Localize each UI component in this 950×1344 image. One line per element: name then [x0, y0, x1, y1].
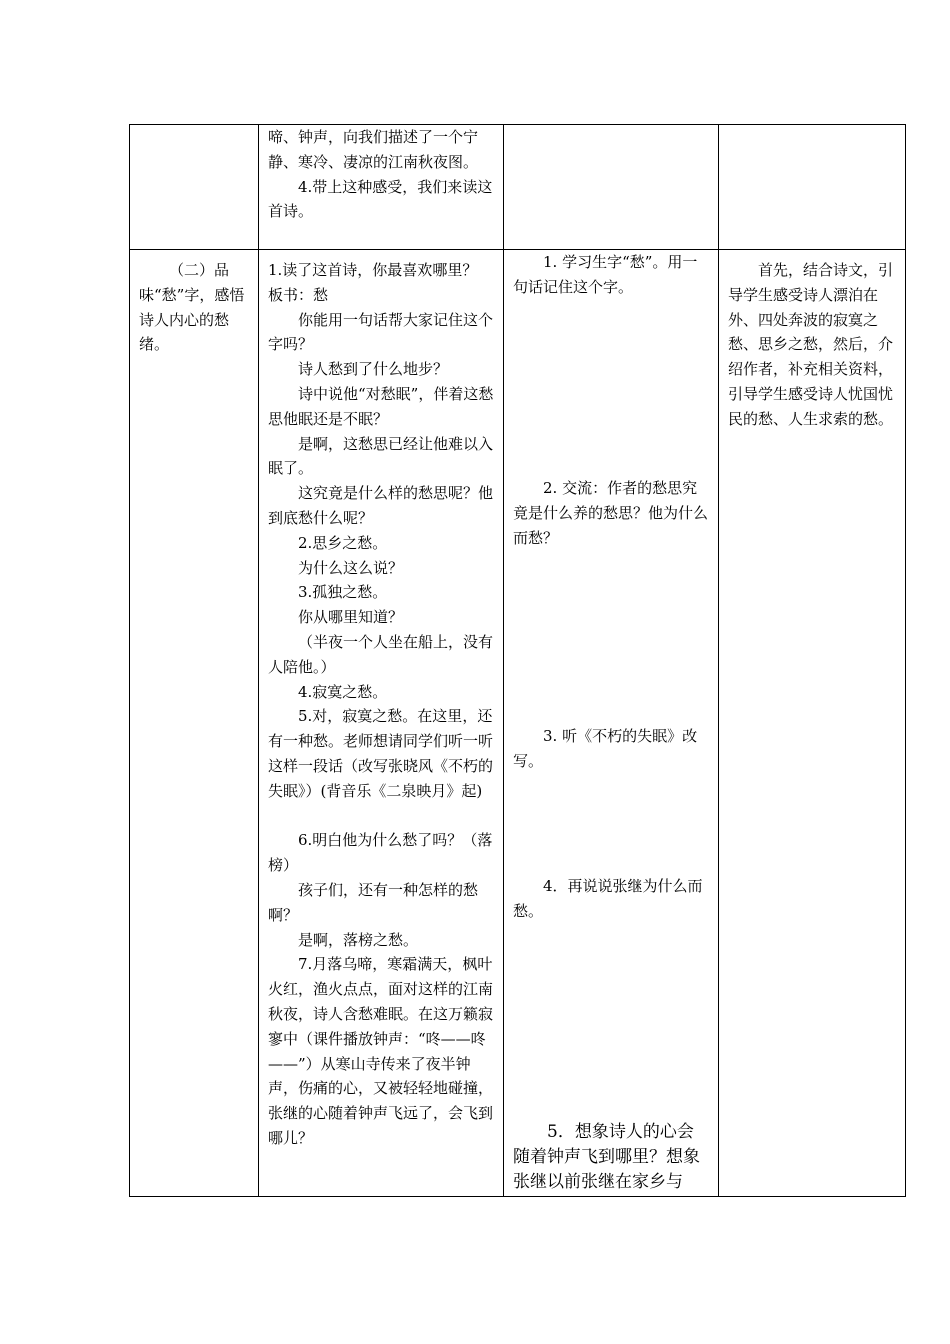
teacher-text: 你能用一句话帮大家记住这个字吗？	[268, 310, 494, 354]
stage-cell	[130, 250, 259, 1197]
student-text: 4．再说说张继为什么而愁。	[513, 877, 703, 920]
table-row	[130, 125, 906, 250]
teacher-text: 4.寂寞之愁。	[298, 682, 388, 701]
student-text: 1. 学习生字“愁”。用一句话记住这个字。	[513, 253, 698, 296]
teacher-text: 为什么这么说？	[298, 558, 404, 577]
student-activity-cell	[504, 250, 719, 1197]
teacher-text: 6.明白他为什么愁了吗？（落榜）	[268, 831, 493, 875]
teacher-text: 孩子们，还有一种怎样的愁啊？	[268, 880, 479, 924]
teacher-text: 诗人愁到了什么地步？	[298, 360, 449, 379]
student-text: 2. 交流：作者的愁思究竟是什么养的愁思？他为什么而愁？	[513, 479, 709, 547]
teacher-text: 你从哪里知道？	[298, 608, 404, 627]
teacher-text: 3.孤独之愁。	[298, 583, 388, 602]
teacher-text: 啼、钟声，向我们描述了一个宁静、寒冷、凄凉的江南秋夜图。	[268, 128, 479, 171]
teacher-activity-cell	[259, 250, 504, 1197]
teacher-text: 7.月落乌啼，寒霜满天，枫叶火红，渔火点点，面对这样的江南秋夜，诗人含愁难眠。在这万籁寂寥中（课件播放钟声：“咚——咚——”）从寒山寺传来了夜半钟声，伤痛的心，又被轻轻地碰撞，张继的心随着钟声飞远了，会飞到哪儿？	[268, 955, 494, 1147]
teacher-text: （半夜一个人坐在船上，没有人陪他。）	[268, 632, 494, 676]
student-activity-cell	[504, 125, 719, 250]
table-row	[130, 250, 906, 1197]
teacher-text: 2.思乡之愁。	[298, 533, 388, 552]
design-intent-cell	[719, 125, 906, 250]
teacher-text: 诗中说他“对愁眠”，伴着这愁思他眠还是不眠？	[268, 384, 494, 428]
teacher-text: 是啊，这愁思已经让他难以入眠了。	[268, 434, 494, 478]
lesson-plan-table	[129, 124, 906, 1197]
teacher-activity-cell	[259, 125, 504, 250]
teacher-text: 5.对，寂寞之愁。在这里，还有一种愁。老师想请同学们听一听这样一段话（改写张晓风《不朽的失眠》）(背音乐《二泉映月》起)	[268, 707, 494, 800]
teacher-text: 4.带上这种感受，我们来读这首诗。	[268, 177, 493, 221]
spacer	[268, 804, 495, 829]
teacher-text: 是啊，落榜之愁。	[298, 930, 419, 949]
teacher-text: 这究竟是什么样的愁思呢？他到底愁什么呢？	[268, 484, 494, 527]
design-intent-text: 首先，结合诗文，引导学生感受诗人漂泊在外、四处奔波的寂寞之愁、思乡之愁，然后，介绍作者，补充相关资料，引导学生感受诗人忧国忧民的愁、人生求索的愁。	[728, 261, 894, 428]
teacher-text: 1.读了这首诗，你最喜欢哪里？	[268, 261, 478, 279]
teacher-text: 板书：愁	[268, 285, 329, 304]
stage-title: （二）品味“愁”字，感悟诗人内心的愁绪。	[139, 261, 245, 354]
design-intent-cell	[719, 250, 906, 1197]
student-text: 3. 听《不朽的失眠》改写。	[513, 727, 698, 770]
stage-cell	[130, 125, 259, 250]
student-text: 5．想象诗人的心会随着钟声飞到哪里？想象张继以前张继在家乡与	[513, 1122, 700, 1192]
